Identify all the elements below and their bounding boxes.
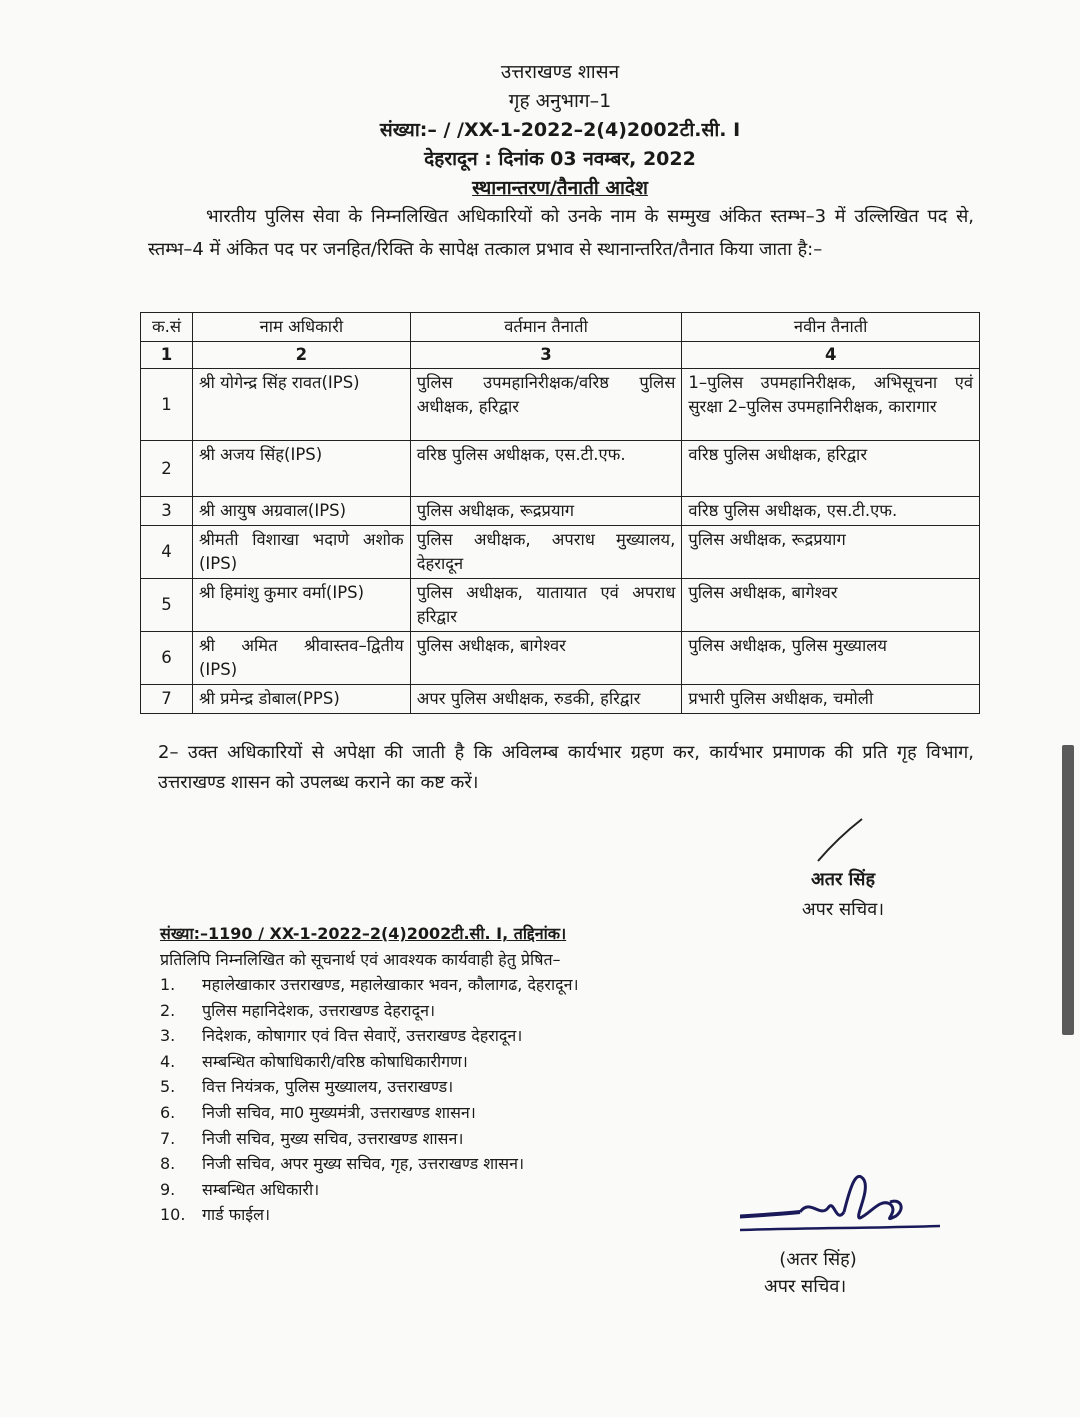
- signatory-designation: अपर सचिव।: [801, 899, 885, 920]
- row-name: श्री आयुष अग्रवाल(IPS): [192, 497, 410, 526]
- list-item: 8. निजी सचिव, अपर मुख्य सचिव, गृह, उत्तराखण्ड शासन।: [160, 1154, 525, 1174]
- list-item: 5. वित्त नियंत्रक, पुलिस मुख्यालय, उत्तराखण्ड।: [160, 1077, 454, 1097]
- col-index: 1: [141, 342, 193, 369]
- row-sn: 7: [141, 685, 193, 714]
- document-header: [300, 58, 820, 203]
- col-index: 4: [682, 342, 980, 369]
- order-title: स्थानान्तरण/तैनाती आदेश: [472, 177, 648, 199]
- table-row: [141, 369, 980, 441]
- table-header-row: [141, 313, 980, 342]
- col-header-new: नवीन तैनाती: [682, 313, 980, 342]
- list-item: 3. निदेशक, कोषागार एवं वित्त सेवाऐं, उत्तराखण्ड देहरादून।: [160, 1026, 523, 1046]
- list-item: 2. पुलिस महानिदेशक, उत्तराखण्ड देहरादून।: [160, 1000, 436, 1020]
- col-header-current: वर्तमान तैनाती: [410, 313, 682, 342]
- signature-mark-icon: [808, 815, 868, 865]
- intro-paragraph: भारतीय पुलिस सेवा के निम्नलिखित अधिकारियों को उनके नाम के सम्मुख अंकित स्तम्भ–3 में उल्लिखित पद से, स्तम्भ–4 में अंकित पद पर जनहित/रिक्ति के सापेक्ष तत्काल प्रभाव से स्थानान्तरित/तैनात किया जाता है:–: [148, 206, 974, 260]
- handwritten-signature-icon: [740, 1168, 950, 1244]
- table-index-row: [141, 342, 980, 369]
- table-row: [141, 526, 980, 579]
- signatory-name: अतर सिंह: [810, 869, 876, 890]
- row-sn: 5: [141, 579, 193, 632]
- list-item: 1. महालेखाकार उत्तराखण्ड, महालेखाकार भवन, कौलागढ, देहरादून।: [160, 975, 579, 994]
- row-current: पुलिस अधीक्षक, अपराध मुख्यालय, देहरादून: [410, 526, 682, 579]
- table-row: [141, 685, 980, 714]
- department-section: गृह अनुभाग–1: [508, 90, 612, 112]
- transfer-table: [140, 312, 980, 714]
- row-sn: 2: [141, 441, 193, 497]
- row-current: पुलिस अधीक्षक, बागेश्वर: [410, 632, 682, 685]
- row-new: प्रभारी पुलिस अधीक्षक, चमोली: [682, 685, 980, 714]
- row-new: पुलिस अधीक्षक, पुलिस मुख्यालय: [682, 632, 980, 685]
- copy-reference: संख्या:–1190 / XX-1-2022–2(4)2002टी.सी. I, तद्दिनांक।: [160, 924, 567, 943]
- row-new: 1–पुलिस उपमहानिरीक्षक, अभिसूचना एवं सुरक्षा 2–पुलिस उपमहानिरीक्षक, कारागार: [682, 369, 980, 441]
- government-name: उत्तराखण्ड शासन: [500, 61, 620, 83]
- col-header-name: नाम अधिकारी: [192, 313, 410, 342]
- signatory-name-2: (अतर सिंह): [779, 1249, 857, 1270]
- row-new: पुलिस अधीक्षक, रूद्रप्रयाग: [682, 526, 980, 579]
- list-item: 6. निजी सचिव, मा0 मुख्यमंत्री, उत्तराखण्ड शासन।: [160, 1102, 476, 1122]
- scrollbar[interactable]: [1062, 745, 1074, 1035]
- row-sn: 6: [141, 632, 193, 685]
- row-current: अपर पुलिस अधीक्षक, रुडकी, हरिद्वार: [410, 685, 682, 714]
- row-name: श्रीमती विशाखा भदाणे अशोक (IPS): [192, 526, 410, 579]
- row-name: श्री अमित श्रीवास्तव–द्वितीय (IPS): [192, 632, 410, 685]
- signatory-designation-2: अपर सचिव।: [764, 1276, 847, 1297]
- row-current: पुलिस उपमहानिरीक्षक/वरिष्ठ पुलिस अधीक्षक, हरिद्वार: [410, 369, 682, 441]
- col-index: 2: [192, 342, 410, 369]
- table-row: [141, 497, 980, 526]
- copy-list: [160, 972, 579, 1228]
- table-row: [141, 632, 980, 685]
- list-item: 10. गार्ड फाईल।: [160, 1205, 271, 1225]
- table-row: [141, 579, 980, 632]
- list-item: 4. सम्बन्धित कोषाधिकारी/वरिष्ठ कोषाधिकारीगण।: [160, 1051, 468, 1071]
- row-current: पुलिस अधीक्षक, यातायात एवं अपराध हरिद्वार: [410, 579, 682, 632]
- row-sn: 4: [141, 526, 193, 579]
- row-name: श्री हिमांशु कुमार वर्मा(IPS): [192, 579, 410, 632]
- signature-block-1: [768, 815, 918, 925]
- signature-block-2: [740, 1168, 940, 1297]
- table-row: [141, 441, 980, 497]
- row-name: श्री प्रमेन्द्र डोबाल(PPS): [192, 685, 410, 714]
- row-name: श्री अजय सिंह(IPS): [192, 441, 410, 497]
- row-current: वरिष्ठ पुलिस अधीक्षक, एस.टी.एफ.: [410, 441, 682, 497]
- instruction-paragraph: 2– उक्त अधिकारियों से अपेक्षा की जाती है कि अविलम्ब कार्यभार ग्रहण कर, कार्यभार प्रमाणक की प्रति गृह विभाग, उत्तराखण्ड शासन को उपलब्ध कराने का कष्ट करें।: [158, 742, 974, 793]
- copy-intro: प्रतिलिपि निम्नलिखित को सूचनार्थ एवं आवश्यक कार्यवाही हेतु प्रेषित–: [160, 950, 561, 969]
- col-index: 3: [410, 342, 682, 369]
- row-new: पुलिस अधीक्षक, बागेश्वर: [682, 579, 980, 632]
- list-item: 9. सम्बन्धित अधिकारी।: [160, 1179, 320, 1199]
- row-sn: 3: [141, 497, 193, 526]
- row-new: वरिष्ठ पुलिस अधीक्षक, एस.टी.एफ.: [682, 497, 980, 526]
- row-sn: 1: [141, 369, 193, 441]
- row-current: पुलिस अधीक्षक, रूद्रप्रयाग: [410, 497, 682, 526]
- row-name: श्री योगेन्द्र सिंह रावत(IPS): [192, 369, 410, 441]
- place-date: देहरादून : दिनांक 03 नवम्बर, 2022: [424, 148, 696, 170]
- reference-number: संख्या:– / /XX-1-2022–2(4)2002टी.सी. I: [379, 119, 741, 141]
- list-item: 7. निजी सचिव, मुख्य सचिव, उत्तराखण्ड शासन।: [160, 1128, 464, 1148]
- col-header-sn: क.सं: [141, 313, 193, 342]
- row-new: वरिष्ठ पुलिस अधीक्षक, हरिद्वार: [682, 441, 980, 497]
